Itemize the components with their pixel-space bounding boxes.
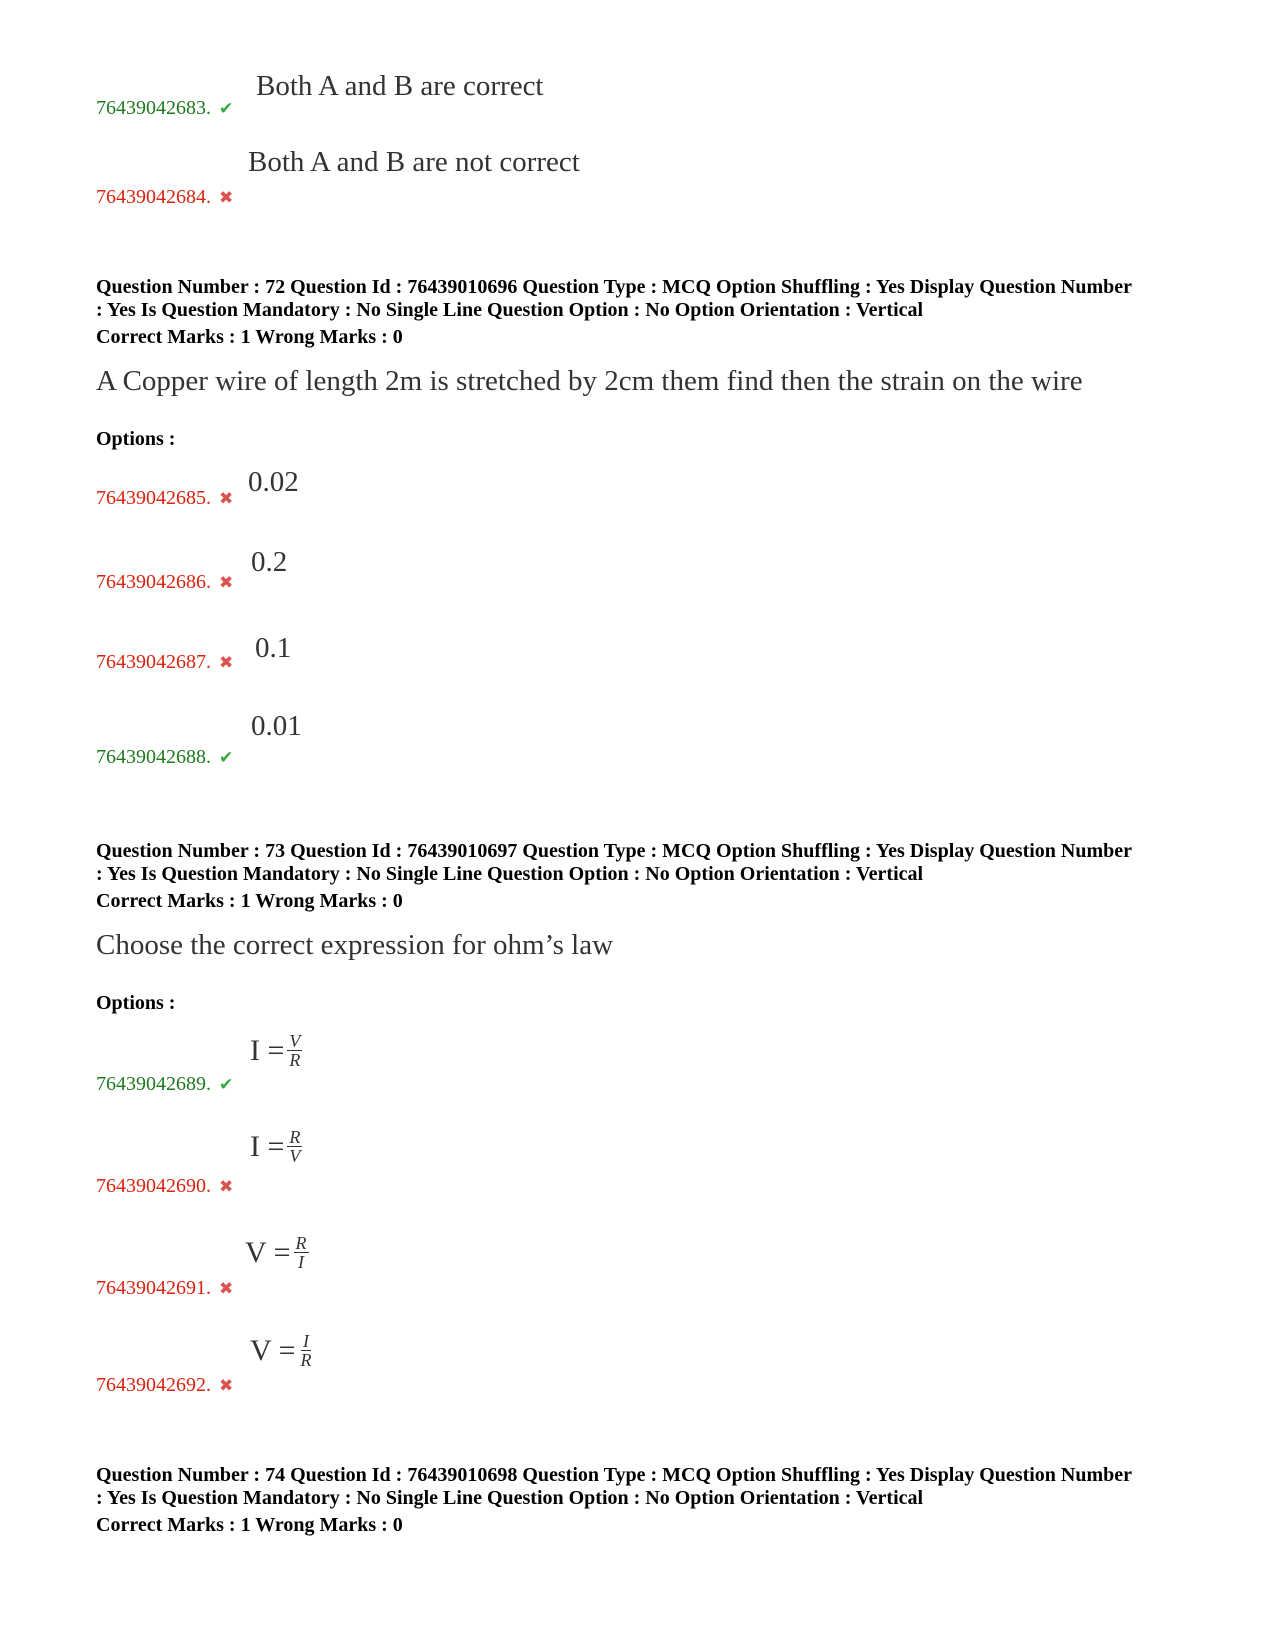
option-id-label: 76439042690. bbox=[96, 1175, 211, 1197]
options-label: Options : bbox=[96, 428, 176, 450]
option-id bbox=[96, 571, 233, 594]
question-meta-line: : Yes Is Question Mandatory : No Single Line Question Option : No Option Orientation : Vertical bbox=[96, 1487, 924, 1509]
formula-lhs: I = bbox=[250, 1033, 285, 1067]
cross-icon: ✖ bbox=[219, 1376, 234, 1395]
option-id-label: 76439042684. bbox=[96, 186, 211, 208]
numerator: R bbox=[289, 1127, 301, 1147]
option-id bbox=[96, 651, 233, 674]
option-id-label: 76439042692. bbox=[96, 1374, 211, 1396]
question-marks: Correct Marks : 1 Wrong Marks : 0 bbox=[96, 890, 403, 912]
option-text: 0.01 bbox=[251, 710, 302, 742]
option-text: Both A and B are not correct bbox=[248, 146, 580, 178]
check-icon: ✔ bbox=[219, 1075, 234, 1094]
option-id bbox=[96, 487, 233, 510]
fraction bbox=[294, 1234, 309, 1271]
option-id bbox=[96, 746, 233, 769]
option-id bbox=[96, 1374, 233, 1397]
option-id-label: 76439042689. bbox=[96, 1073, 211, 1095]
cross-icon: ✖ bbox=[219, 653, 234, 672]
question-text: A Copper wire of length 2m is stretched by 2cm them find then the strain on the wire bbox=[96, 365, 1083, 397]
option-text: 0.02 bbox=[248, 466, 299, 498]
option-formula bbox=[250, 1032, 302, 1069]
question-meta-line: Question Number : 73 Question Id : 76439010697 Question Type : MCQ Option Shuffling : Yes Display Question Number bbox=[96, 840, 1133, 862]
option-id-label: 76439042687. bbox=[96, 651, 211, 673]
formula-lhs: I = bbox=[250, 1129, 285, 1163]
question-meta bbox=[96, 1464, 1196, 1510]
question-meta bbox=[96, 840, 1196, 886]
option-formula bbox=[250, 1128, 302, 1165]
question-meta-line: Question Number : 74 Question Id : 76439010698 Question Type : MCQ Option Shuffling : Yes Display Question Number bbox=[96, 1464, 1133, 1486]
cross-icon: ✖ bbox=[219, 573, 234, 592]
question-text: Choose the correct expression for ohm’s law bbox=[96, 929, 614, 961]
question-meta-line: : Yes Is Question Mandatory : No Single Line Question Option : No Option Orientation : Vertical bbox=[96, 863, 924, 885]
numerator: V bbox=[289, 1031, 301, 1051]
option-id-label: 76439042691. bbox=[96, 1277, 211, 1299]
check-icon: ✔ bbox=[219, 748, 234, 767]
denominator: V bbox=[289, 1146, 301, 1166]
option-formula bbox=[245, 1234, 309, 1271]
option-id bbox=[96, 1073, 233, 1096]
question-meta-line: : Yes Is Question Mandatory : No Single Line Question Option : No Option Orientation : Vertical bbox=[96, 299, 924, 321]
option-text: 0.2 bbox=[251, 546, 288, 578]
denominator: I bbox=[298, 1252, 305, 1272]
option-id bbox=[96, 1175, 233, 1198]
options-label: Options : bbox=[96, 992, 176, 1014]
option-id-label: 76439042688. bbox=[96, 746, 211, 768]
formula-lhs: V = bbox=[250, 1333, 296, 1367]
fraction bbox=[287, 1128, 302, 1165]
option-id bbox=[96, 1277, 233, 1300]
denominator: R bbox=[289, 1050, 301, 1070]
option-id-label: 76439042683. bbox=[96, 97, 211, 119]
option-id bbox=[96, 186, 233, 209]
numerator: R bbox=[295, 1233, 307, 1253]
question-marks: Correct Marks : 1 Wrong Marks : 0 bbox=[96, 326, 403, 348]
formula-lhs: V = bbox=[245, 1235, 291, 1269]
denominator: R bbox=[300, 1350, 312, 1370]
fraction bbox=[287, 1032, 302, 1069]
cross-icon: ✖ bbox=[219, 489, 234, 508]
option-formula bbox=[250, 1332, 314, 1369]
question-marks: Correct Marks : 1 Wrong Marks : 0 bbox=[96, 1514, 403, 1536]
fraction bbox=[299, 1332, 314, 1369]
question-meta bbox=[96, 276, 1196, 322]
option-text: 0.1 bbox=[255, 632, 292, 664]
numerator: I bbox=[303, 1331, 310, 1351]
option-id-label: 76439042686. bbox=[96, 571, 211, 593]
cross-icon: ✖ bbox=[219, 1279, 234, 1298]
option-id bbox=[96, 97, 233, 120]
option-id-label: 76439042685. bbox=[96, 487, 211, 509]
check-icon: ✔ bbox=[219, 99, 234, 118]
cross-icon: ✖ bbox=[219, 188, 234, 207]
question-meta-line: Question Number : 72 Question Id : 76439010696 Question Type : MCQ Option Shuffling : Yes Display Question Number bbox=[96, 276, 1133, 298]
cross-icon: ✖ bbox=[219, 1177, 234, 1196]
option-text: Both A and B are correct bbox=[256, 70, 544, 102]
